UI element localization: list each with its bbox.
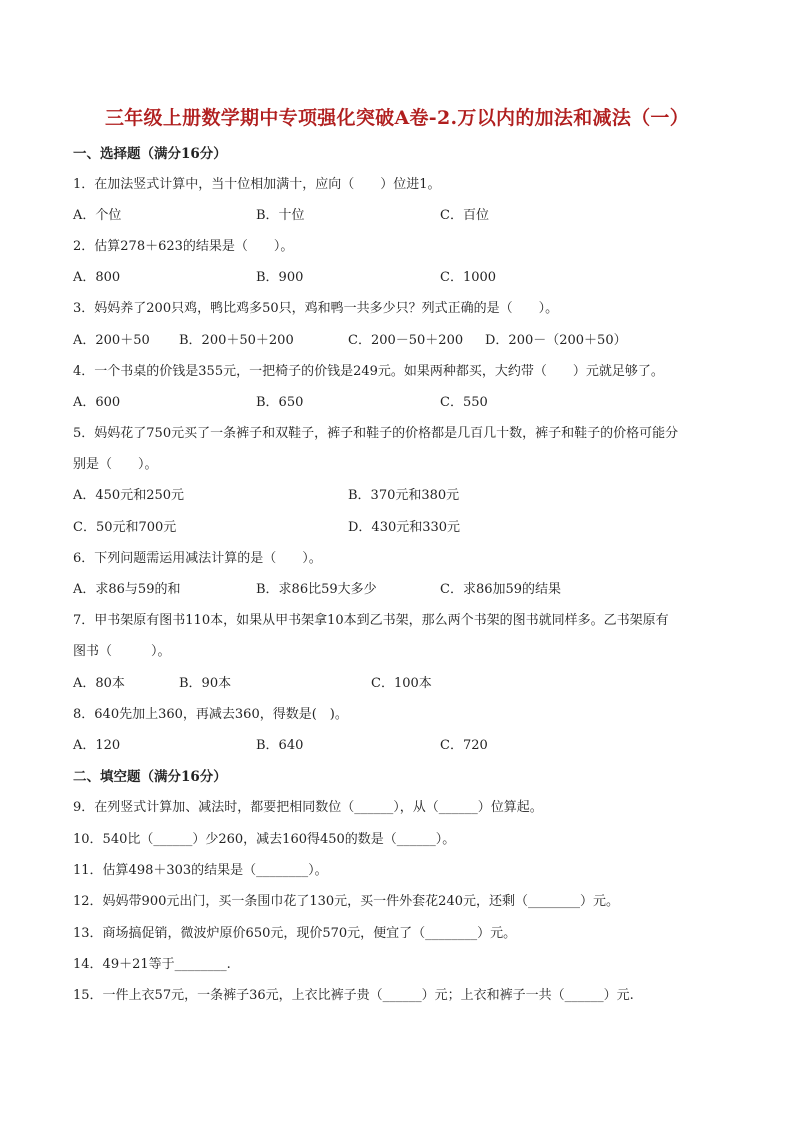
- question-8-option-c: C．720: [440, 738, 488, 753]
- question-4-option-b: B．650: [256, 395, 304, 410]
- page-title: 三年级上册数学期中专项强化突破A卷-2.万以内的加法和减法（一）: [104, 107, 690, 129]
- question-5-option-c: C．50元和700元: [73, 520, 177, 535]
- question-7-option-b: B．90本: [179, 676, 232, 691]
- question-7-option-a: A．80本: [73, 676, 125, 691]
- question-9: 9．在列竖式计算加、减法时，都要把相同数位（______），从（______）位算起。: [73, 800, 543, 815]
- question-7-line-1: 7．甲书架原有图书110本，如果从甲书架拿10本到乙书架，那么两个书架的图书就同样多。乙书架原有: [73, 613, 669, 628]
- question-4: 4．一个书桌的价钱是355元，一把椅子的价钱是249元。如果两种都买，大约带（ ）元就足够了。: [73, 364, 664, 379]
- question-8: 8．640先加上360，再减去360，得数是( )。: [73, 707, 348, 722]
- question-4-option-c: C．550: [440, 395, 488, 410]
- question-5-line-1: 5．妈妈花了750元买了一条裤子和双鞋子，裤子和鞋子的价格都是几百几十数，裤子和鞋子的价格可能分: [73, 426, 679, 441]
- question-11: 11．估算498＋303的结果是（________）。: [73, 863, 328, 878]
- question-1-option-c: C．百位: [440, 208, 489, 223]
- section-heading-fill: 二、填空题（满分16分）: [73, 769, 227, 785]
- question-2-option-a: A．800: [73, 270, 121, 285]
- question-3: 3．妈妈养了200只鸡，鸭比鸡多50只，鸡和鸭一共多少只？列式正确的是（ ）。: [73, 301, 559, 316]
- question-2: 2．估算278＋623的结果是（ ）。: [73, 239, 294, 254]
- question-13: 13．商场搞促销，微波炉原价650元，现价570元，便宜了（________）元。: [73, 926, 517, 941]
- question-4-option-a: A．600: [73, 395, 121, 410]
- question-12: 12．妈妈带900元出门，买一条围巾花了130元，买一件外套花240元，还剩（________）元。: [73, 894, 619, 909]
- question-3-option-a: A．200＋50: [73, 333, 150, 348]
- question-5-option-d: D．430元和330元: [348, 520, 461, 535]
- question-7-option-c: C．100本: [371, 676, 432, 691]
- question-6-option-c: C．求86加59的结果: [440, 582, 562, 597]
- question-2-option-b: B．900: [256, 270, 304, 285]
- question-10: 10．540比（______）少260，减去160得450的数是（______）。: [73, 832, 456, 847]
- question-3-option-c: C．200－50＋200: [348, 333, 464, 348]
- question-3-option-b: B．200＋50＋200: [179, 333, 294, 348]
- question-5-line-2: 别是（ ）。: [73, 457, 158, 472]
- question-6-option-a: A．求86与59的和: [73, 582, 181, 597]
- question-15: 15．一件上衣57元，一条裤子36元，上衣比裤子贵（______）元；上衣和裤子一共（______）元.: [73, 988, 634, 1003]
- question-5-option-a: A．450元和250元: [73, 488, 185, 503]
- question-3-option-d: D．200－（200＋50）: [485, 333, 627, 348]
- question-7-line-2: 图书（ ）。: [73, 644, 171, 659]
- question-14: 14．49＋21等于________.: [73, 957, 231, 972]
- question-5-option-b: B．370元和380元: [348, 488, 460, 503]
- question-6-option-b: B．求86比59大多少: [256, 582, 377, 597]
- question-8-option-b: B．640: [256, 738, 304, 753]
- section-heading-choice: 一、选择题（满分16分）: [73, 146, 227, 162]
- question-1-option-b: B．十位: [256, 208, 305, 223]
- question-8-option-a: A．120: [73, 738, 121, 753]
- question-2-option-c: C．1000: [440, 270, 497, 285]
- question-6: 6．下列问题需运用减法计算的是（ ）。: [73, 551, 322, 566]
- question-1: 1．在加法竖式计算中，当十位相加满十，应向（ ）位进1。: [73, 177, 441, 192]
- question-1-option-a: A．个位: [73, 208, 122, 223]
